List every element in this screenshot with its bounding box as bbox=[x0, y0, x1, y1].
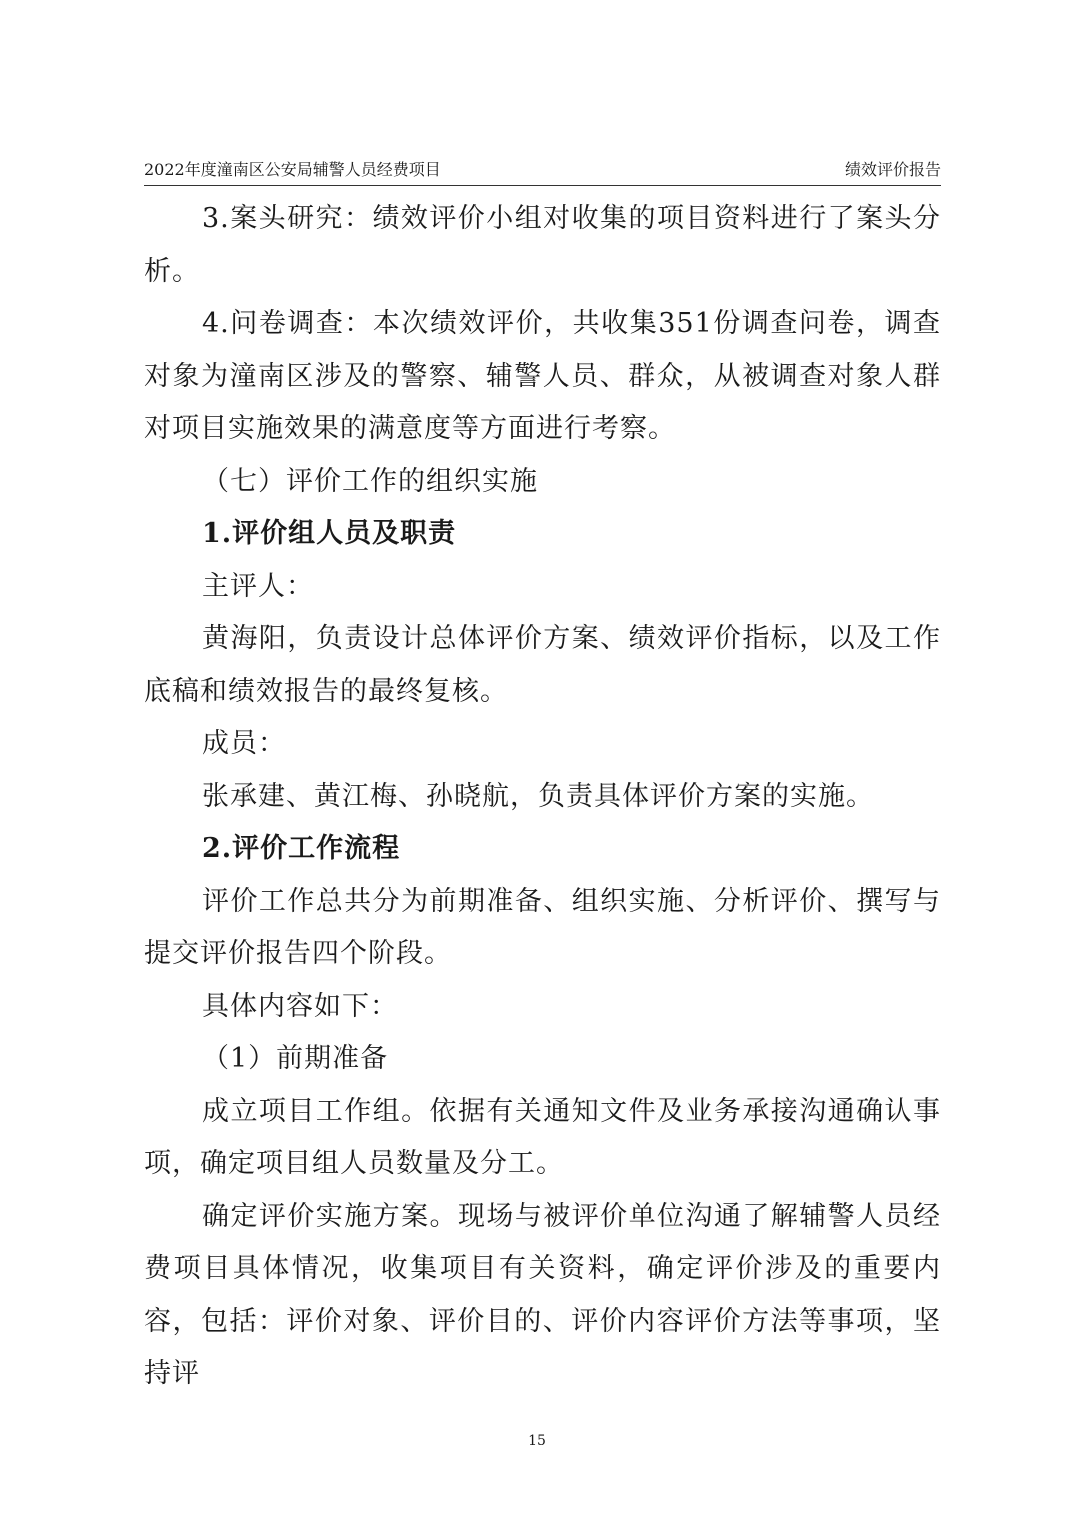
document-body bbox=[144, 193, 941, 1401]
section-heading-organization: （七）评价工作的组织实施 bbox=[202, 465, 538, 497]
paragraph-lead-evaluator: 黄海阳，负责设计总体评价方案、绩效评价指标，以及工作底稿和绩效报告的最终复核。 bbox=[144, 623, 941, 707]
page-header bbox=[144, 155, 941, 186]
page-number: 15 bbox=[528, 1433, 546, 1449]
paragraph-members: 张承建、黄江梅、孙晓航，负责具体评价方案的实施。 bbox=[202, 780, 874, 812]
label-lead-evaluator: 主评人： bbox=[202, 570, 314, 602]
paragraph-questionnaire: 4.问卷调查：本次绩效评价，共收集351份调查问卷，调查对象为潼南区涉及的警察、辅警人员、群众，从被调查对象人群对项目实施效果的满意度等方面进行考察。 bbox=[144, 308, 941, 444]
paragraph-desk-research: 3.案头研究：绩效评价小组对收集的项目资料进行了案头分析。 bbox=[144, 203, 941, 287]
subheading-team-duties: 1.评价组人员及职责 bbox=[202, 518, 457, 549]
paragraph-details-intro: 具体内容如下： bbox=[202, 990, 398, 1022]
subheading-preparation: （1）前期准备 bbox=[202, 1043, 389, 1074]
paragraph-plan: 确定评价实施方案。现场与被评价单位沟通了解辅警人员经费项目具体情况，收集项目有关资料，确定评价涉及的重要内容，包括：评价对象、评价目的、评价内容评价方法等事项，坚持评 bbox=[144, 1200, 941, 1389]
paragraph-team-setup: 成立项目工作组。依据有关通知文件及业务承接沟通确认事项，确定项目组人员数量及分工。 bbox=[144, 1095, 941, 1179]
header-report-type: 绩效评价报告 bbox=[844, 160, 941, 179]
label-members: 成员： bbox=[202, 728, 286, 759]
subheading-workflow: 2.评价工作流程 bbox=[202, 833, 401, 864]
header-title: 2022年度潼南区公安局辅警人员经费项目 bbox=[144, 160, 441, 179]
paragraph-workflow-stages: 评价工作总共分为前期准备、组织实施、分析评价、撰写与提交评价报告四个阶段。 bbox=[144, 885, 941, 969]
